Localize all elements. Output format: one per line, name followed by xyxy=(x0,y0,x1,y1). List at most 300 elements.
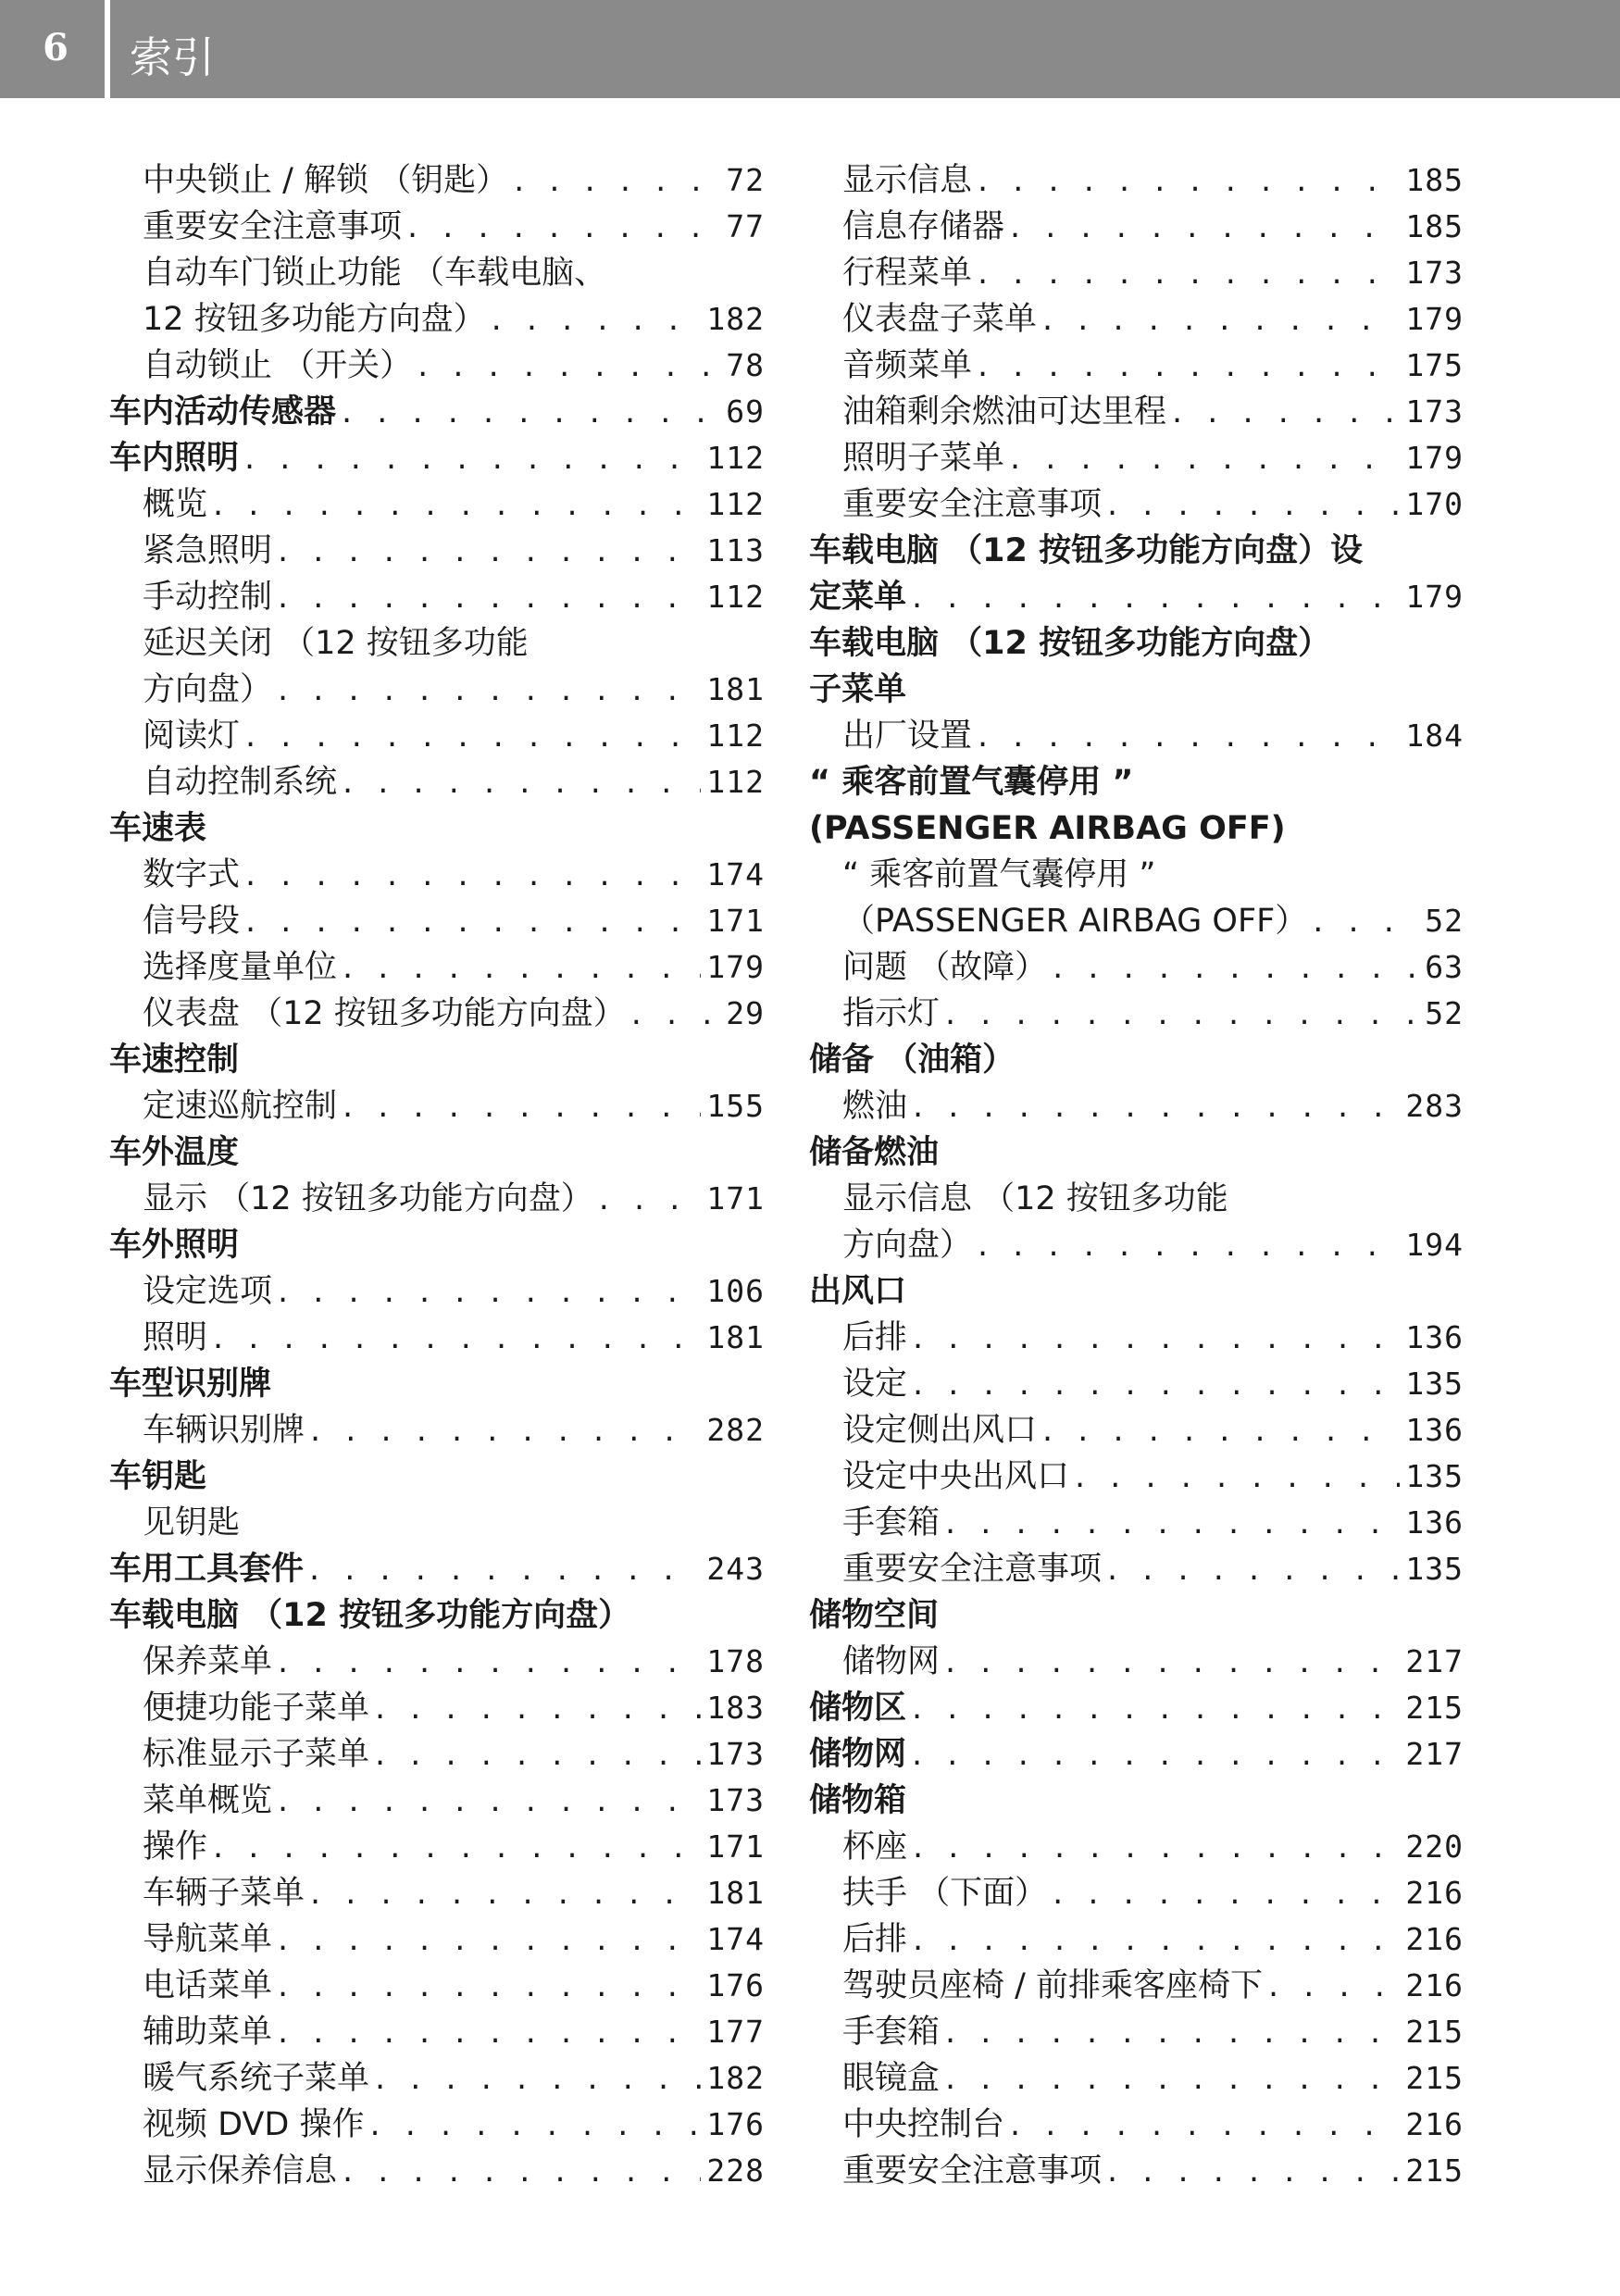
index-entry xyxy=(809,1315,1464,1361)
index-entry-text: 重要安全注意事项 xyxy=(842,2152,1103,2190)
index-entry-text: 标准显示子菜单 xyxy=(143,1736,370,1773)
dot-leader xyxy=(945,1639,1400,1685)
dot-leader xyxy=(1053,1870,1400,1916)
dot-leader xyxy=(213,1824,701,1870)
dot-leader xyxy=(244,435,701,481)
dot-leader xyxy=(913,1315,1400,1361)
index-entry xyxy=(809,1500,1464,1546)
dot-leader xyxy=(1042,296,1400,343)
index-entry xyxy=(109,1778,765,1824)
index-entry-text: 电话菜单 xyxy=(143,1967,273,2004)
index-entry-page: 182 xyxy=(706,2060,765,2096)
index-entry-text: 车内活动传感器 xyxy=(109,393,337,430)
index-entry-text: 显示 （12 按钮多功能方向盘） xyxy=(143,1180,593,1217)
index-entry xyxy=(809,1176,1464,1222)
index-entry-text: 中央控制台 xyxy=(842,2106,1005,2143)
index-entry-text: 自动车门锁止功能 （车载电脑、 xyxy=(143,255,607,292)
dot-leader xyxy=(343,944,701,991)
index-entry-text: 视频 DVD 操作 xyxy=(143,2106,365,2143)
index-entry-text: 重要安全注意事项 xyxy=(842,486,1103,523)
index-entry xyxy=(109,528,765,574)
dot-leader xyxy=(245,713,701,759)
index-entry-text: 后排 xyxy=(842,1921,908,1958)
index-entry-text: 选择度量单位 xyxy=(143,949,338,986)
dot-leader xyxy=(1075,1454,1400,1500)
index-entry-text: 车外温度 xyxy=(109,1134,240,1171)
dot-leader xyxy=(913,1083,1400,1129)
index-entry xyxy=(809,991,1464,1037)
index-entry xyxy=(809,1268,1464,1315)
index-entry-text: 概览 xyxy=(143,486,208,523)
index-entry-page: 185 xyxy=(1405,162,1464,198)
index-entry xyxy=(109,343,765,389)
index-entry-text: 储物空间 xyxy=(809,1597,940,1634)
index-entry-page: 217 xyxy=(1405,1643,1464,1679)
dot-leader xyxy=(1010,2102,1400,2148)
index-entry xyxy=(809,204,1464,250)
dot-leader xyxy=(1010,435,1400,481)
index-entry xyxy=(109,944,765,991)
index-entry-page: 194 xyxy=(1405,1227,1464,1263)
index-entry-text: 信息存储器 xyxy=(842,208,1005,245)
index-entry-page: 183 xyxy=(706,1690,765,1726)
index-entry-page: 173 xyxy=(1405,393,1464,430)
index-entry-text: 重要安全注意事项 xyxy=(842,1551,1103,1588)
index-entry xyxy=(109,1639,765,1685)
index-entry-page: 181 xyxy=(706,1319,765,1355)
index-entry xyxy=(809,898,1464,944)
index-entry-page: 185 xyxy=(1405,208,1464,244)
dot-leader xyxy=(978,713,1400,759)
index-entry-page: 173 xyxy=(706,1736,765,1772)
index-entry-text: 便捷功能子菜单 xyxy=(143,1690,370,1727)
index-entry-page: 72 xyxy=(726,162,765,198)
page-number: 6 xyxy=(43,26,69,69)
index-entry-text: 车外照明 xyxy=(109,1227,240,1264)
index-entry xyxy=(809,1454,1464,1500)
index-entry xyxy=(109,250,765,296)
index-column-left xyxy=(109,157,765,2194)
dot-leader xyxy=(278,1916,701,1963)
index-entry-page: 215 xyxy=(1405,2014,1464,2050)
index-entry-text: 车速控制 xyxy=(109,1042,240,1079)
index-entry-page: 136 xyxy=(1405,1504,1464,1541)
index-entry xyxy=(109,1222,765,1268)
index-entry-text: 问题 （故障） xyxy=(842,949,1048,986)
dot-leader xyxy=(1268,1963,1400,2009)
index-entry-page: 135 xyxy=(1405,1366,1464,1402)
index-entry xyxy=(109,1176,765,1222)
dot-leader xyxy=(1042,1407,1400,1454)
index-entry xyxy=(109,296,765,343)
index-entry-page: 174 xyxy=(706,856,765,892)
index-entry xyxy=(109,2102,765,2148)
dot-leader xyxy=(213,481,701,528)
dot-leader xyxy=(1313,898,1419,944)
dot-leader xyxy=(913,1916,1400,1963)
index-entry xyxy=(809,2148,1464,2194)
index-entry-text: 出厂设置 xyxy=(842,718,973,755)
dot-leader xyxy=(278,2009,701,2055)
index-entry xyxy=(809,2055,1464,2102)
index-entry xyxy=(109,157,765,204)
index-entry xyxy=(809,481,1464,528)
index-entry-text: 仪表盘 （12 按钮多功能方向盘） xyxy=(143,995,626,1032)
index-entry-text: 方向盘） xyxy=(143,671,273,708)
index-entry-page: 112 xyxy=(706,718,765,754)
index-entry xyxy=(109,1454,765,1500)
index-entry xyxy=(809,1870,1464,1916)
index-entry xyxy=(809,1916,1464,1963)
index-entry xyxy=(809,620,1464,667)
section-title: 索引 xyxy=(130,32,215,82)
dot-leader xyxy=(1107,2148,1400,2194)
index-entry xyxy=(109,1268,765,1315)
index-entry-text: 车型识别牌 xyxy=(109,1366,272,1403)
index-entry xyxy=(109,1731,765,1778)
dot-leader xyxy=(342,389,720,435)
index-entry xyxy=(809,1778,1464,1824)
index-entry xyxy=(109,2148,765,2194)
dot-leader xyxy=(599,1176,702,1222)
dot-leader xyxy=(309,1546,701,1592)
index-entry xyxy=(809,574,1464,620)
index-entry-page: 179 xyxy=(1405,301,1464,337)
index-entry xyxy=(809,759,1464,805)
header-divider xyxy=(105,0,110,98)
index-entry-page: 174 xyxy=(706,1921,765,1957)
index-entry-text: 导航菜单 xyxy=(143,1921,273,1958)
dot-leader xyxy=(912,1685,1400,1731)
index-entry-text: 手套箱 xyxy=(842,2014,941,2051)
index-entry xyxy=(809,1361,1464,1407)
dot-leader xyxy=(369,2102,701,2148)
index-entry xyxy=(109,389,765,435)
index-entry xyxy=(809,1639,1464,1685)
index-entry xyxy=(109,1685,765,1731)
index-entry-text: (PASSENGER AIRBAG OFF) xyxy=(809,810,1286,847)
dot-leader xyxy=(278,1268,701,1315)
index-entry-page: 179 xyxy=(1405,579,1464,615)
index-entry xyxy=(809,2009,1464,2055)
dot-leader xyxy=(310,1870,701,1916)
index-entry xyxy=(809,667,1464,713)
index-entry-page: 176 xyxy=(706,2106,765,2142)
index-entry xyxy=(809,713,1464,759)
dot-leader xyxy=(945,991,1419,1037)
dot-leader xyxy=(1172,389,1400,435)
index-entry xyxy=(809,1592,1464,1639)
index-entry xyxy=(109,1870,765,1916)
index-entry-page: 173 xyxy=(1405,255,1464,291)
index-entry xyxy=(109,435,765,481)
dot-leader xyxy=(213,1315,701,1361)
dot-leader xyxy=(978,250,1400,296)
index-entry xyxy=(109,667,765,713)
index-entry xyxy=(109,204,765,250)
dot-leader xyxy=(1053,944,1419,991)
index-entry-text: 延迟关闭 （12 按钮多功能 xyxy=(143,625,529,662)
index-entry xyxy=(809,1685,1464,1731)
index-entry xyxy=(109,1315,765,1361)
index-entry-text: 眼镜盒 xyxy=(842,2060,941,2097)
dot-leader xyxy=(343,759,701,805)
dot-leader xyxy=(945,1500,1400,1546)
index-entry xyxy=(109,1824,765,1870)
index-entry-text: 手套箱 xyxy=(842,1504,941,1541)
index-entry xyxy=(109,1407,765,1454)
index-entry xyxy=(809,1407,1464,1454)
index-entry-page: 106 xyxy=(706,1273,765,1309)
index-entry xyxy=(109,852,765,898)
dot-leader xyxy=(514,157,720,204)
index-entry xyxy=(109,759,765,805)
index-entry-text: 仪表盘子菜单 xyxy=(842,301,1038,338)
dot-leader xyxy=(913,1361,1400,1407)
dot-leader xyxy=(278,667,701,713)
index-entry xyxy=(809,944,1464,991)
dot-leader xyxy=(278,528,701,574)
index-column-right xyxy=(809,157,1464,2194)
index-entry-text: 中央锁止 / 解锁 （钥匙） xyxy=(143,162,509,199)
index-entry-page: 171 xyxy=(706,1180,765,1217)
index-entry-text: 行程菜单 xyxy=(842,255,973,292)
index-entry xyxy=(109,1037,765,1083)
index-entry xyxy=(809,157,1464,204)
index-entry-page: 52 xyxy=(1425,995,1464,1031)
index-entry-page: 177 xyxy=(706,2014,765,2050)
index-entry-page: 175 xyxy=(1405,347,1464,383)
index-entry-text: 照明子菜单 xyxy=(842,440,1005,477)
index-entry-page: 243 xyxy=(706,1551,765,1587)
index-entry xyxy=(109,805,765,852)
index-entry-text: 设定 xyxy=(842,1366,908,1403)
index-entry-text: 音频菜单 xyxy=(842,347,973,384)
index-entry xyxy=(809,528,1464,574)
index-entry-text: 车载电脑 （12 按钮多功能方向盘） xyxy=(109,1597,631,1634)
index-entry-page: 179 xyxy=(706,949,765,985)
index-entry-text: 显示信息 （12 按钮多功能 xyxy=(842,1180,1228,1217)
index-entry-text: 方向盘） xyxy=(842,1227,973,1264)
index-entry xyxy=(809,1963,1464,2009)
index-entry xyxy=(809,1731,1464,1778)
dot-leader xyxy=(912,1731,1400,1778)
index-entry-page: 181 xyxy=(706,1875,765,1911)
dot-leader xyxy=(1107,1546,1400,1592)
index-entry xyxy=(809,435,1464,481)
index-entry-page: 112 xyxy=(706,579,765,615)
index-entry-text: 储物网 xyxy=(809,1736,907,1773)
dot-leader xyxy=(375,1685,701,1731)
dot-leader xyxy=(375,2055,701,2102)
page-header xyxy=(0,0,1620,98)
index-entry-text: “ 乘客前置气囊停用 ” xyxy=(842,856,1156,893)
index-entry-text: 驾驶员座椅 / 前排乘客座椅下 xyxy=(842,1967,1264,2004)
index-entry-text: 定菜单 xyxy=(809,579,907,616)
index-entry-text: 车辆子菜单 xyxy=(143,1875,305,1912)
index-entry-text: 信号段 xyxy=(143,903,241,940)
dot-leader xyxy=(407,204,720,250)
index-entry xyxy=(809,1546,1464,1592)
index-entry xyxy=(809,1037,1464,1083)
dot-leader xyxy=(343,1083,701,1129)
index-entry xyxy=(809,250,1464,296)
dot-leader xyxy=(278,1778,701,1824)
index-entry xyxy=(109,1963,765,2009)
index-entry-page: 182 xyxy=(706,301,765,337)
index-entry xyxy=(809,1222,1464,1268)
dot-leader xyxy=(417,343,720,389)
dot-leader xyxy=(945,2009,1400,2055)
index-entry-text: 储备燃油 xyxy=(809,1134,940,1171)
index-entry-page: 136 xyxy=(1405,1412,1464,1448)
dot-leader xyxy=(978,157,1400,204)
index-entry-text: 车钥匙 xyxy=(109,1458,207,1495)
index-entry xyxy=(109,2055,765,2102)
index-entry-text: 自动控制系统 xyxy=(143,764,338,801)
index-entry-page: 215 xyxy=(1405,2152,1464,2189)
index-entry-page: 178 xyxy=(706,1643,765,1679)
index-entry xyxy=(109,713,765,759)
index-entry-text: “ 乘客前置气囊停用 ” xyxy=(809,764,1134,801)
index-entry-text: 车用工具套件 xyxy=(109,1551,305,1588)
index-entry xyxy=(109,2009,765,2055)
index-entry-text: 子菜单 xyxy=(809,671,907,708)
index-entry-page: 228 xyxy=(706,2152,765,2189)
index-entry-text: 车载电脑 （12 按钮多功能方向盘）设 xyxy=(809,532,1364,569)
index-entry-text: 自动锁止 （开关） xyxy=(143,347,413,384)
index-entry-page: 179 xyxy=(1405,440,1464,476)
index-entry-page: 216 xyxy=(1405,1967,1464,2003)
index-entry-text: 12 按钮多功能方向盘） xyxy=(143,301,486,338)
dot-leader xyxy=(343,2148,701,2194)
index-entry-text: 储物网 xyxy=(842,1643,941,1680)
index-entry-page: 78 xyxy=(726,347,765,383)
index-entry-page: 171 xyxy=(706,903,765,939)
index-entry-text: 扶手 （下面） xyxy=(842,1875,1048,1912)
index-entry xyxy=(109,1129,765,1176)
dot-leader xyxy=(278,1639,701,1685)
index-entry-text: 显示保养信息 xyxy=(143,2152,338,2190)
index-entry xyxy=(809,1129,1464,1176)
dot-leader xyxy=(310,1407,701,1454)
dot-leader xyxy=(945,2055,1400,2102)
index-entry-page: 77 xyxy=(726,208,765,244)
index-entry-text: 定速巡航控制 xyxy=(143,1088,338,1125)
index-entry-text: 紧急照明 xyxy=(143,532,273,569)
index-entry xyxy=(109,574,765,620)
index-entry-text: 显示信息 xyxy=(842,162,973,199)
index-entry-page: 216 xyxy=(1405,2106,1464,2142)
index-entry xyxy=(109,1916,765,1963)
index-entry xyxy=(809,1083,1464,1129)
index-entry-page: 184 xyxy=(1405,718,1464,754)
index-entry-page: 136 xyxy=(1405,1319,1464,1355)
index-entry-text: 照明 xyxy=(143,1319,208,1356)
index-entry-page: 63 xyxy=(1425,949,1464,985)
dot-leader xyxy=(245,852,701,898)
index-entry xyxy=(809,389,1464,435)
dot-leader xyxy=(913,1824,1400,1870)
index-entry-page: 155 xyxy=(706,1088,765,1124)
index-entry xyxy=(109,1592,765,1639)
index-entry-text: 辅助菜单 xyxy=(143,2014,273,2051)
index-entry-text: 设定选项 xyxy=(143,1273,273,1310)
index-entry-page: 216 xyxy=(1405,1921,1464,1957)
index-entry-text: 操作 xyxy=(143,1828,208,1866)
dot-leader xyxy=(245,898,701,944)
dot-leader xyxy=(1107,481,1400,528)
index-entry-page: 52 xyxy=(1425,903,1464,939)
index-entry-page: 135 xyxy=(1405,1458,1464,1494)
dot-leader xyxy=(278,1963,701,2009)
index-entry xyxy=(809,805,1464,852)
index-entry-page: 171 xyxy=(706,1828,765,1865)
dot-leader xyxy=(912,574,1400,620)
index-entry-text: 数字式 xyxy=(143,856,241,893)
index-entry-page: 113 xyxy=(706,532,765,568)
index-entry xyxy=(809,296,1464,343)
index-entry-text: 见钥匙 xyxy=(143,1504,241,1541)
index-entry-page: 135 xyxy=(1405,1551,1464,1587)
dot-leader xyxy=(492,296,702,343)
dot-leader xyxy=(978,343,1400,389)
index-entry xyxy=(109,481,765,528)
index-entry-page: 112 xyxy=(706,440,765,476)
index-entry-text: 重要安全注意事项 xyxy=(143,208,403,245)
dot-leader xyxy=(278,574,701,620)
index-entry-text: 设定侧出风口 xyxy=(842,1412,1038,1449)
index-entry-page: 112 xyxy=(706,486,765,522)
index-entry-text: 车内照明 xyxy=(109,440,240,477)
index-entry-text: 保养菜单 xyxy=(143,1643,273,1680)
index-entry-page: 217 xyxy=(1405,1736,1464,1772)
index-entry xyxy=(109,1500,765,1546)
index-entry-text: 车辆识别牌 xyxy=(143,1412,305,1449)
index-entry xyxy=(109,620,765,667)
index-entry xyxy=(109,991,765,1037)
index-entry-text: 设定中央出风口 xyxy=(842,1458,1070,1495)
index-entry xyxy=(109,1546,765,1592)
index-entry-text: 阅读灯 xyxy=(143,718,241,755)
index-entry-page: 282 xyxy=(706,1412,765,1448)
index-entry-text: 出风口 xyxy=(809,1273,907,1310)
index-entry-text: 储物箱 xyxy=(809,1782,907,1819)
index-entry-text: 车速表 xyxy=(109,810,207,847)
index-entry-page: 176 xyxy=(706,1967,765,2003)
index-entry-page: 181 xyxy=(706,671,765,707)
index-entry xyxy=(109,1083,765,1129)
index-entry-text: 车载电脑 （12 按钮多功能方向盘） xyxy=(809,625,1331,662)
index-entry-page: 283 xyxy=(1405,1088,1464,1124)
index-entry-page: 173 xyxy=(706,1782,765,1818)
index-entry-text: 指示灯 xyxy=(842,995,941,1032)
index-entry-text: （PASSENGER AIRBAG OFF） xyxy=(842,903,1308,940)
index-entry-page: 170 xyxy=(1405,486,1464,522)
index-entry-text: 油箱剩余燃油可达里程 xyxy=(842,393,1167,430)
index-entry-page: 215 xyxy=(1405,2060,1464,2096)
index-entry xyxy=(809,343,1464,389)
index-entry-text: 储备 （油箱） xyxy=(809,1042,1016,1079)
index-entry-text: 手动控制 xyxy=(143,579,273,616)
index-entry-text: 杯座 xyxy=(842,1828,908,1866)
index-entry-page: 220 xyxy=(1405,1828,1464,1865)
index-entry xyxy=(809,852,1464,898)
index-entry-text: 后排 xyxy=(842,1319,908,1356)
index-entry-page: 216 xyxy=(1405,1875,1464,1911)
index-entry xyxy=(809,2102,1464,2148)
index-entry-text: 储物区 xyxy=(809,1690,907,1727)
